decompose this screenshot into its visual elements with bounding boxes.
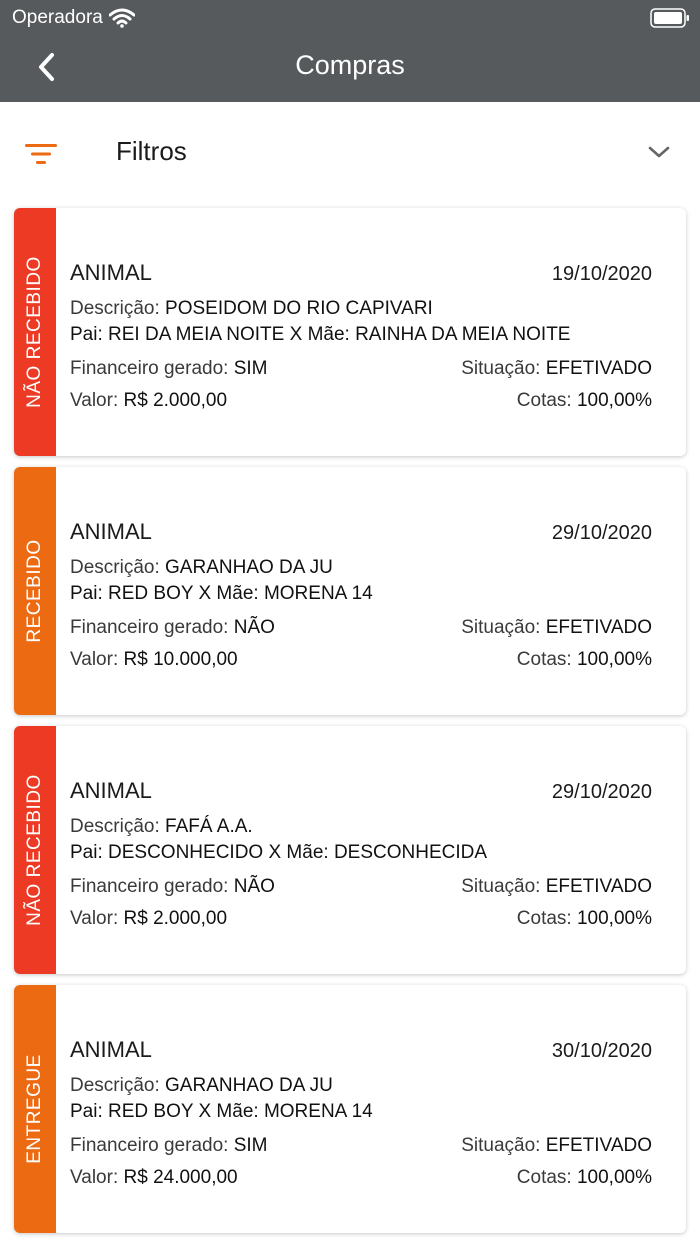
quota-label: Cotas:: [516, 1167, 572, 1188]
purchase-date: 29/10/2020: [551, 781, 652, 803]
value-amount: R$ 24.000,00: [123, 1167, 238, 1188]
quota-value: 100,00%: [576, 390, 652, 411]
value-amount: R$ 10.000,00: [123, 649, 238, 670]
card-content: [70, 467, 652, 715]
financial-label: Financeiro gerado:: [70, 876, 229, 897]
purchase-card[interactable]: [14, 726, 686, 974]
value-label: Valor:: [70, 908, 119, 929]
value-label: Valor:: [70, 390, 119, 411]
purchase-card[interactable]: [14, 467, 686, 715]
quota-value: 100,00%: [576, 649, 652, 670]
purchase-type: ANIMAL: [70, 1037, 152, 1062]
purchase-type: ANIMAL: [70, 778, 152, 803]
carrier-label: Operadora: [12, 7, 103, 28]
purchase-type: ANIMAL: [70, 260, 152, 285]
status-label: ENTREGUE: [24, 1054, 45, 1164]
description-label: Descrição:: [70, 298, 160, 319]
parents-value: Pai: REI DA MEIA NOITE X Mãe: RAINHA DA MEIA NOITE: [70, 324, 571, 345]
financial-value: SIM: [233, 358, 268, 379]
financial-label: Financeiro gerado:: [70, 1135, 229, 1156]
purchase-card[interactable]: [14, 985, 686, 1233]
quota-value: 100,00%: [576, 1167, 652, 1188]
quota-label: Cotas:: [516, 908, 572, 929]
situation-label: Situação:: [461, 1135, 541, 1156]
card-content: [70, 985, 652, 1233]
situation-value: EFETIVADO: [545, 1135, 652, 1156]
situation-label: Situação:: [461, 876, 541, 897]
financial-value: NÃO: [233, 617, 275, 638]
quota-label: Cotas:: [516, 390, 572, 411]
description-value: FAFÁ A.A.: [165, 816, 253, 837]
value-label: Valor:: [70, 649, 119, 670]
value-label: Valor:: [70, 1167, 119, 1188]
navigation-bar: [0, 0, 700, 102]
value-amount: R$ 2.000,00: [123, 390, 228, 411]
description-label: Descrição:: [70, 557, 160, 578]
description-value: GARANHAO DA JU: [165, 1075, 333, 1096]
description-value: POSEIDOM DO RIO CAPIVARI: [165, 298, 433, 319]
quota-value: 100,00%: [576, 908, 652, 929]
situation-value: EFETIVADO: [545, 617, 652, 638]
description-label: Descrição:: [70, 816, 160, 837]
purchase-card[interactable]: [14, 208, 686, 456]
filter-icon: [24, 142, 58, 166]
situation-value: EFETIVADO: [545, 876, 652, 897]
filters-label: Filtros: [116, 136, 187, 166]
status-bar-carrier: [12, 7, 135, 29]
parents-value: Pai: RED BOY X Mãe: MORENA 14: [70, 583, 373, 604]
filters-toggle[interactable]: [0, 102, 700, 202]
parents-value: Pai: DESCONHECIDO X Mãe: DESCONHECIDA: [70, 842, 488, 863]
status-badge: [14, 208, 56, 456]
status-badge: [14, 985, 56, 1233]
purchase-date: 30/10/2020: [551, 1040, 652, 1062]
card-content: [70, 726, 652, 974]
purchase-type: ANIMAL: [70, 519, 152, 544]
status-label: RECEBIDO: [24, 539, 45, 643]
description-value: GARANHAO DA JU: [165, 557, 333, 578]
chevron-down-icon[interactable]: [648, 144, 670, 160]
wifi-icon: [109, 8, 135, 28]
financial-label: Financeiro gerado:: [70, 617, 229, 638]
situation-label: Situação:: [461, 617, 541, 638]
status-badge: [14, 726, 56, 974]
card-content: [70, 208, 652, 456]
parents-value: Pai: RED BOY X Mãe: MORENA 14: [70, 1101, 373, 1122]
situation-value: EFETIVADO: [545, 358, 652, 379]
battery-icon: [650, 8, 690, 28]
status-label: NÃO RECEBIDO: [24, 256, 45, 408]
purchase-date: 19/10/2020: [551, 263, 652, 285]
financial-label: Financeiro gerado:: [70, 358, 229, 379]
financial-value: NÃO: [233, 876, 275, 897]
situation-label: Situação:: [461, 358, 541, 379]
status-label: NÃO RECEBIDO: [24, 774, 45, 926]
page-title: Compras: [295, 50, 405, 80]
description-label: Descrição:: [70, 1075, 160, 1096]
financial-value: SIM: [233, 1135, 268, 1156]
purchase-date: 29/10/2020: [551, 522, 652, 544]
value-amount: R$ 2.000,00: [123, 908, 228, 929]
quota-label: Cotas:: [516, 649, 572, 670]
status-badge: [14, 467, 56, 715]
